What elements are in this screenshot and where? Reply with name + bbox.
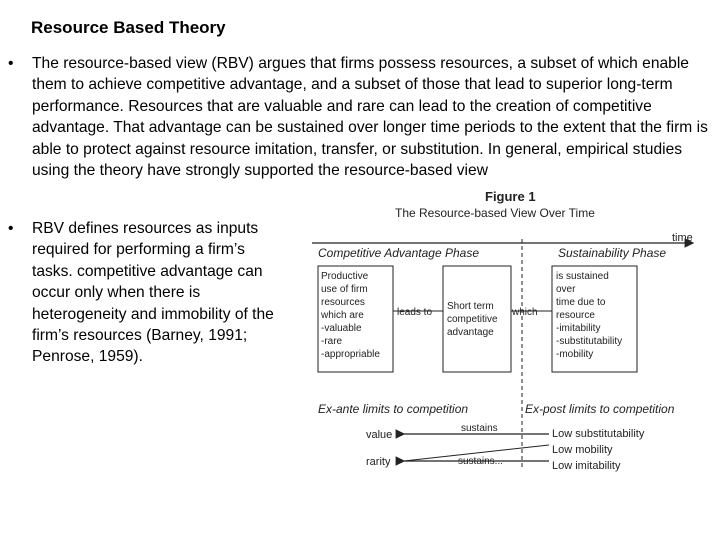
phase-left-label: Competitive Advantage Phase bbox=[318, 246, 479, 260]
box-right-text: is sustained over time due to resource -imitability -substitutability -mobility bbox=[556, 271, 623, 360]
slide-title: Resource Based Theory bbox=[31, 18, 226, 37]
bullet-item bbox=[8, 53, 712, 181]
box-left-text: Productive use of firm resources which are -valuable -rare -appropriable bbox=[321, 271, 380, 360]
phase-right-label: Sustainability Phase bbox=[558, 246, 667, 260]
expost-label: Ex-post limits to competition bbox=[525, 402, 675, 416]
which-label: which bbox=[512, 307, 538, 318]
rarity-label: rarity bbox=[366, 456, 391, 468]
leads-to-label: leads to bbox=[397, 307, 433, 318]
sustains-label-2: sustains... bbox=[458, 456, 504, 467]
box-middle-text: Short term competitive advantage bbox=[447, 301, 498, 338]
low-items-list: Low substitutability Low mobility Low imitability bbox=[552, 428, 645, 472]
bullet-dot-icon: • bbox=[8, 55, 14, 72]
bullet-text: RBV defines resources as inputs required for performing a firm’s tasks. competitive advantage can occur only when there is heterogeneity and immobility of the firm’s resources (Barney, 1991; Penrose, 1959). bbox=[32, 220, 274, 366]
bullet-item bbox=[8, 218, 284, 368]
bullet-dot-icon: • bbox=[8, 220, 14, 237]
value-label: value bbox=[366, 429, 393, 441]
figure-label: Figure 1 bbox=[485, 189, 536, 204]
time-label: time bbox=[672, 232, 693, 244]
sustains-label-1: sustains bbox=[461, 423, 498, 434]
exante-label: Ex-ante limits to competition bbox=[318, 402, 469, 416]
rbv-figure bbox=[300, 183, 700, 483]
bullet-text: The resource-based view (RBV) argues that firms possess resources, a subset of which enable them to achieve competitive advantage, and a subset of those that lead to superior long-term performance. Resources that are valuable and rare can lead to the creation of competitive advantage. That advantage can be sustained over longer time periods to the extent that the firm is able to protect against resource imitation, transfer, or substitution. In general, empirical studies using the theory have strongly supported the resource-based view bbox=[32, 55, 708, 180]
figure-title: The Resource-based View Over Time bbox=[395, 206, 595, 220]
